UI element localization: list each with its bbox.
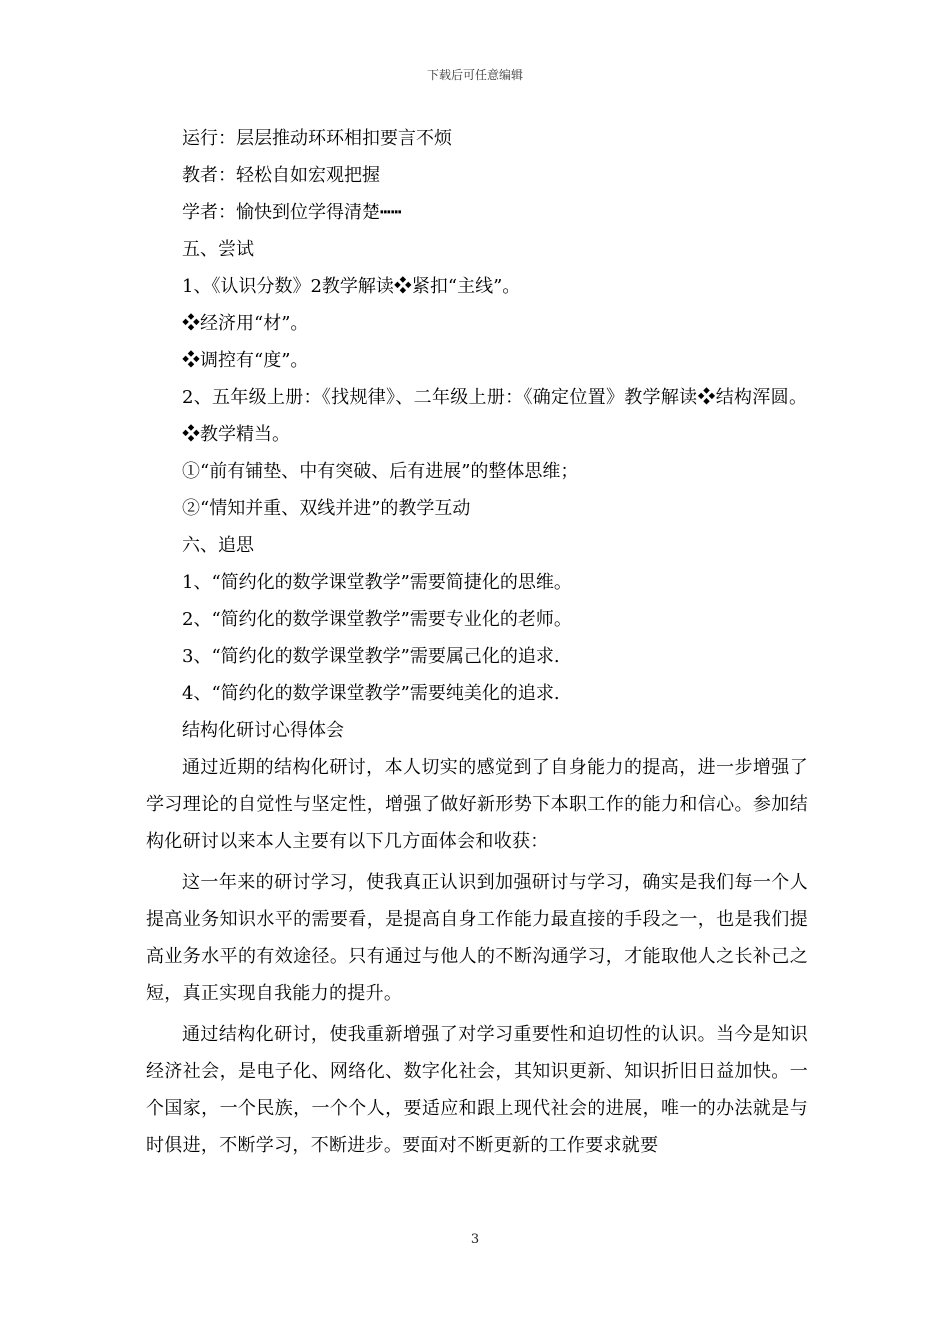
document-body xyxy=(146,120,808,1164)
text-line: 3、“简约化的数学课堂教学”需要属己化的追求. xyxy=(182,646,560,667)
body-paragraph: 通过结构化研讨，使我重新增强了对学习重要性和迫切性的认识。当今是知识经济社会，是电子化、网络化、数字化社会，其知识更新、知识折旧日益加快。一个国家，一个民族，一个个人，要适应和跟上现代社会的进展，唯一的办法就是与时俱进，不断学习，不断进步。要面对不断更新的工作要求就要 xyxy=(146,1024,808,1156)
text-line: ①“前有铺垫、中有突破、后有进展”的整体思维； xyxy=(182,461,579,482)
text-line: 学者：愉快到位学得清楚┅┅ xyxy=(182,202,402,223)
text-line: ❖调控有“度”。 xyxy=(182,350,309,371)
text-line: 教者：轻松自如宏观把握 xyxy=(182,165,380,186)
text-line: ②“情知并重、双线并进”的教学互动 xyxy=(182,498,471,519)
text-paragraph: 2、五年级上册：《找规律》、二年级上册：《确定位置》教学解读❖结构浑圆。 xyxy=(182,387,808,408)
body-paragraph: 这一年来的研讨学习，使我真正认识到加强研讨与学习，确实是我们每一个人提高业务知识水平的需要看，是提高自身工作能力最直接的手段之一，也是我们提高业务水平的有效途径。只有通过与他人的不断沟通学习，才能取他人之长补己之短，真正实现自我能力的提升。 xyxy=(146,872,808,1004)
article-title: 结构化研讨心得体会 xyxy=(182,720,344,741)
section-heading: 六、追思 xyxy=(182,535,254,556)
page-number: 3 xyxy=(470,1232,480,1247)
text-line: 4、“简约化的数学课堂教学”需要纯美化的追求. xyxy=(182,683,560,704)
page-header: 下载后可任意编辑 xyxy=(426,68,523,82)
text-line: 2、“简约化的数学课堂教学”需要专业化的老师。 xyxy=(182,609,572,630)
text-line: 1、《认识分数》2教学解读❖紧扣“主线”。 xyxy=(182,276,521,297)
text-line: 1、“简约化的数学课堂教学”需要简捷化的思维。 xyxy=(182,572,572,593)
body-paragraph: 通过近期的结构化研讨，本人切实的感觉到了自身能力的提高，进一步增强了学习理论的自觉性与坚定性，增强了做好新形势下本职工作的能力和信心。参加结构化研讨以来本人主要有以下几方面体会和收获： xyxy=(146,757,808,852)
text-line: ❖经济用“材”。 xyxy=(182,313,309,334)
section-heading: 五、尝试 xyxy=(182,239,254,260)
text-line: ❖教学精当。 xyxy=(182,424,290,445)
text-line: 运行：层层推动环环相扣要言不烦 xyxy=(182,128,452,149)
